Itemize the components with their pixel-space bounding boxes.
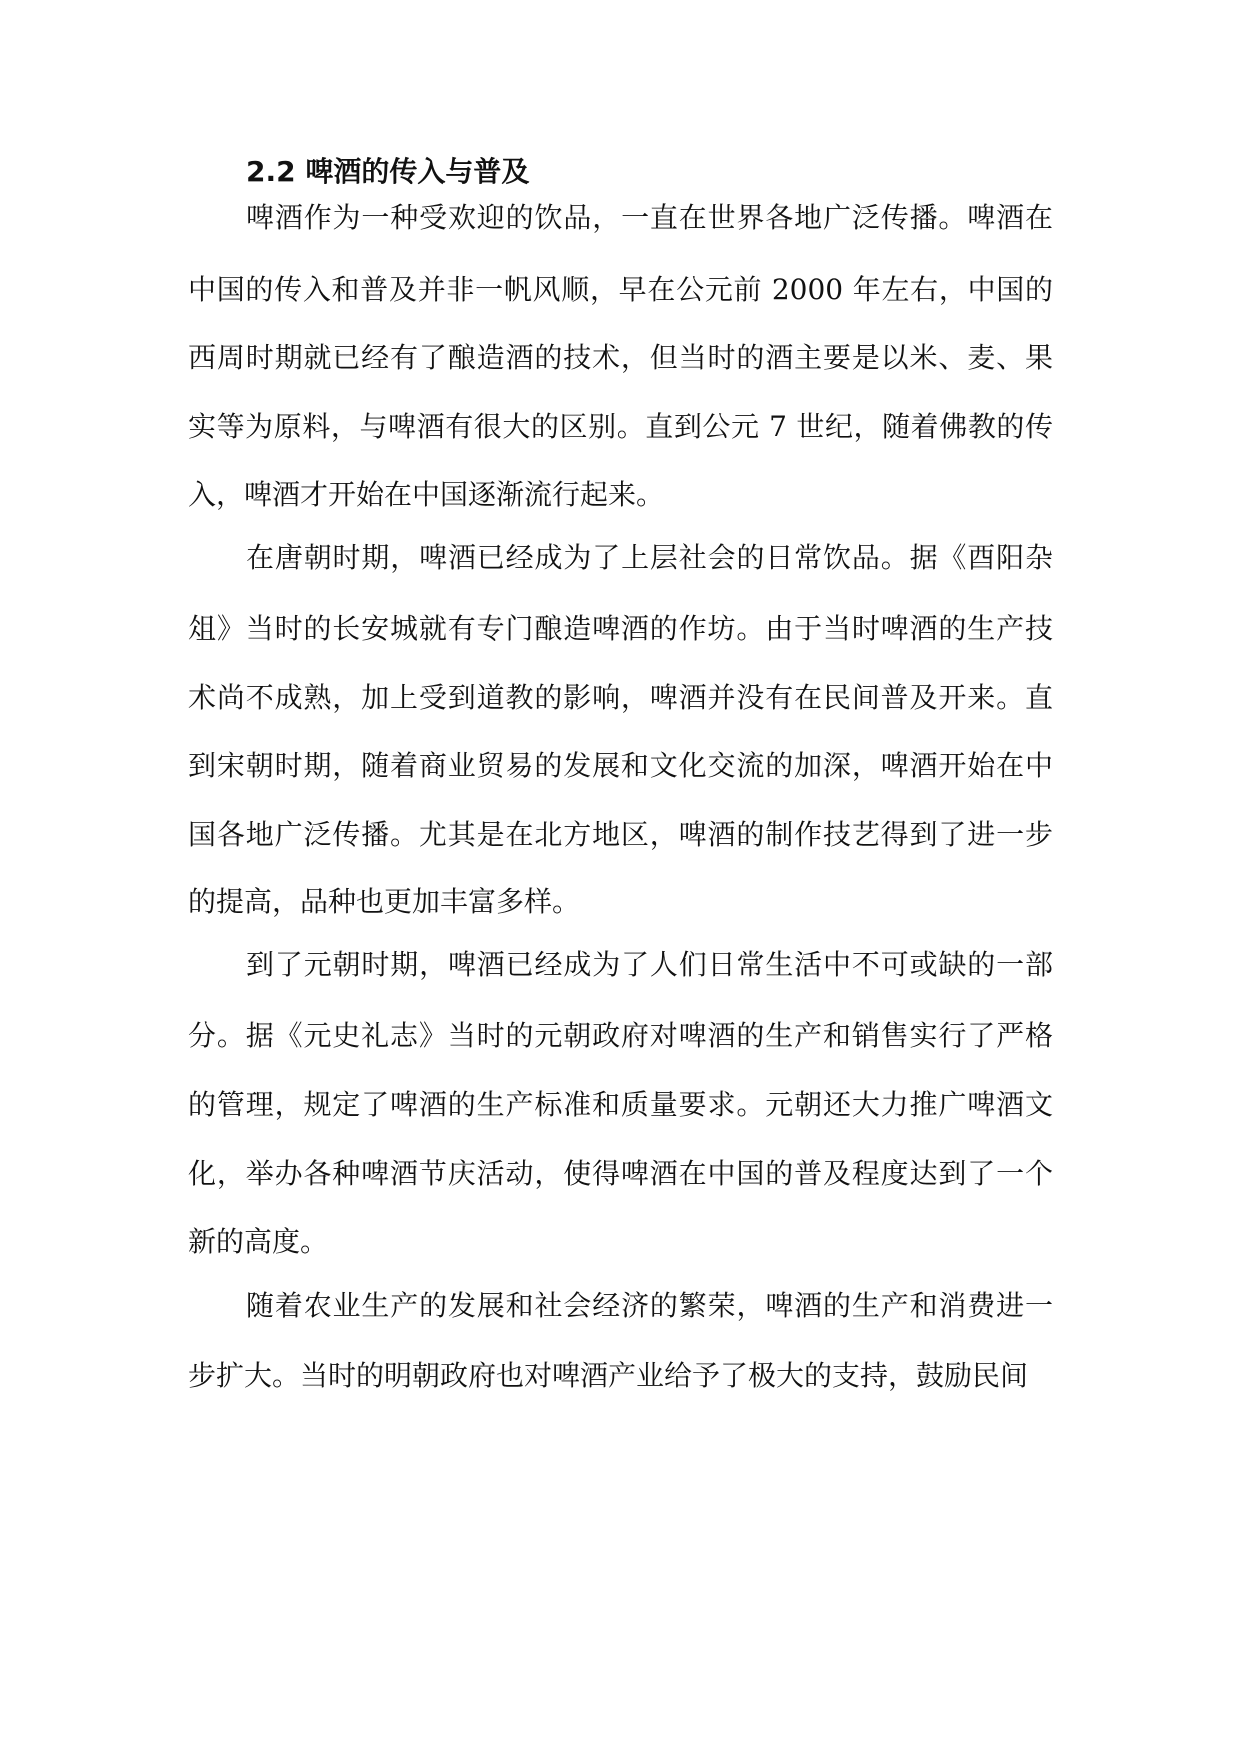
paragraph-line: 步扩大。当时的明朝政府也对啤酒产业给予了极大的支持，鼓励民间 [188,1359,1029,1392]
paragraph-line: 新的高度。 [188,1225,329,1258]
paragraph-line: 中国的传入和普及并非一帆风顺，早在公元前 2000 年左右，中国的 [188,273,1053,306]
paragraph-line: 的管理，规定了啤酒的生产标准和质量要求。元朝还大力推广啤酒文 [188,1088,1053,1121]
section-heading: 2.2 啤酒的传入与普及 [246,155,530,188]
paragraph-line: 分。据《元史礼志》当时的元朝政府对啤酒的生产和销售实行了严格 [188,1019,1053,1052]
paragraph-line: 到了元朝时期，啤酒已经成为了人们日常生活中不可或缺的一部 [246,948,1053,981]
paragraph-line: 化，举办各种啤酒节庆活动，使得啤酒在中国的普及程度达到了一个 [188,1157,1053,1190]
paragraph-line: 术尚不成熟，加上受到道教的影响，啤酒并没有在民间普及开来。直 [188,681,1053,714]
paragraph-line: 国各地广泛传播。尤其是在北方地区，啤酒的制作技艺得到了进一步 [188,818,1053,851]
paragraph-line: 西周时期就已经有了酿造酒的技术，但当时的酒主要是以米、麦、果 [188,341,1053,374]
paragraph-line: 在唐朝时期，啤酒已经成为了上层社会的日常饮品。据《酉阳杂 [246,541,1053,574]
paragraph-line: 的提高，品种也更加丰富多样。 [188,885,581,918]
paragraph-line: 入，啤酒才开始在中国逐渐流行起来。 [188,478,665,511]
paragraph-line: 随着农业生产的发展和社会经济的繁荣，啤酒的生产和消费进一 [246,1289,1053,1322]
paragraph-line: 俎》当时的长安城就有专门酿造啤酒的作坊。由于当时啤酒的生产技 [188,612,1053,645]
paragraph-line: 啤酒作为一种受欢迎的饮品，一直在世界各地广泛传播。啤酒在 [246,201,1053,234]
paragraph-line: 实等为原料，与啤酒有很大的区别。直到公元 7 世纪，随着佛教的传 [188,410,1053,443]
paragraph-line: 到宋朝时期，随着商业贸易的发展和文化交流的加深，啤酒开始在中 [188,749,1053,782]
